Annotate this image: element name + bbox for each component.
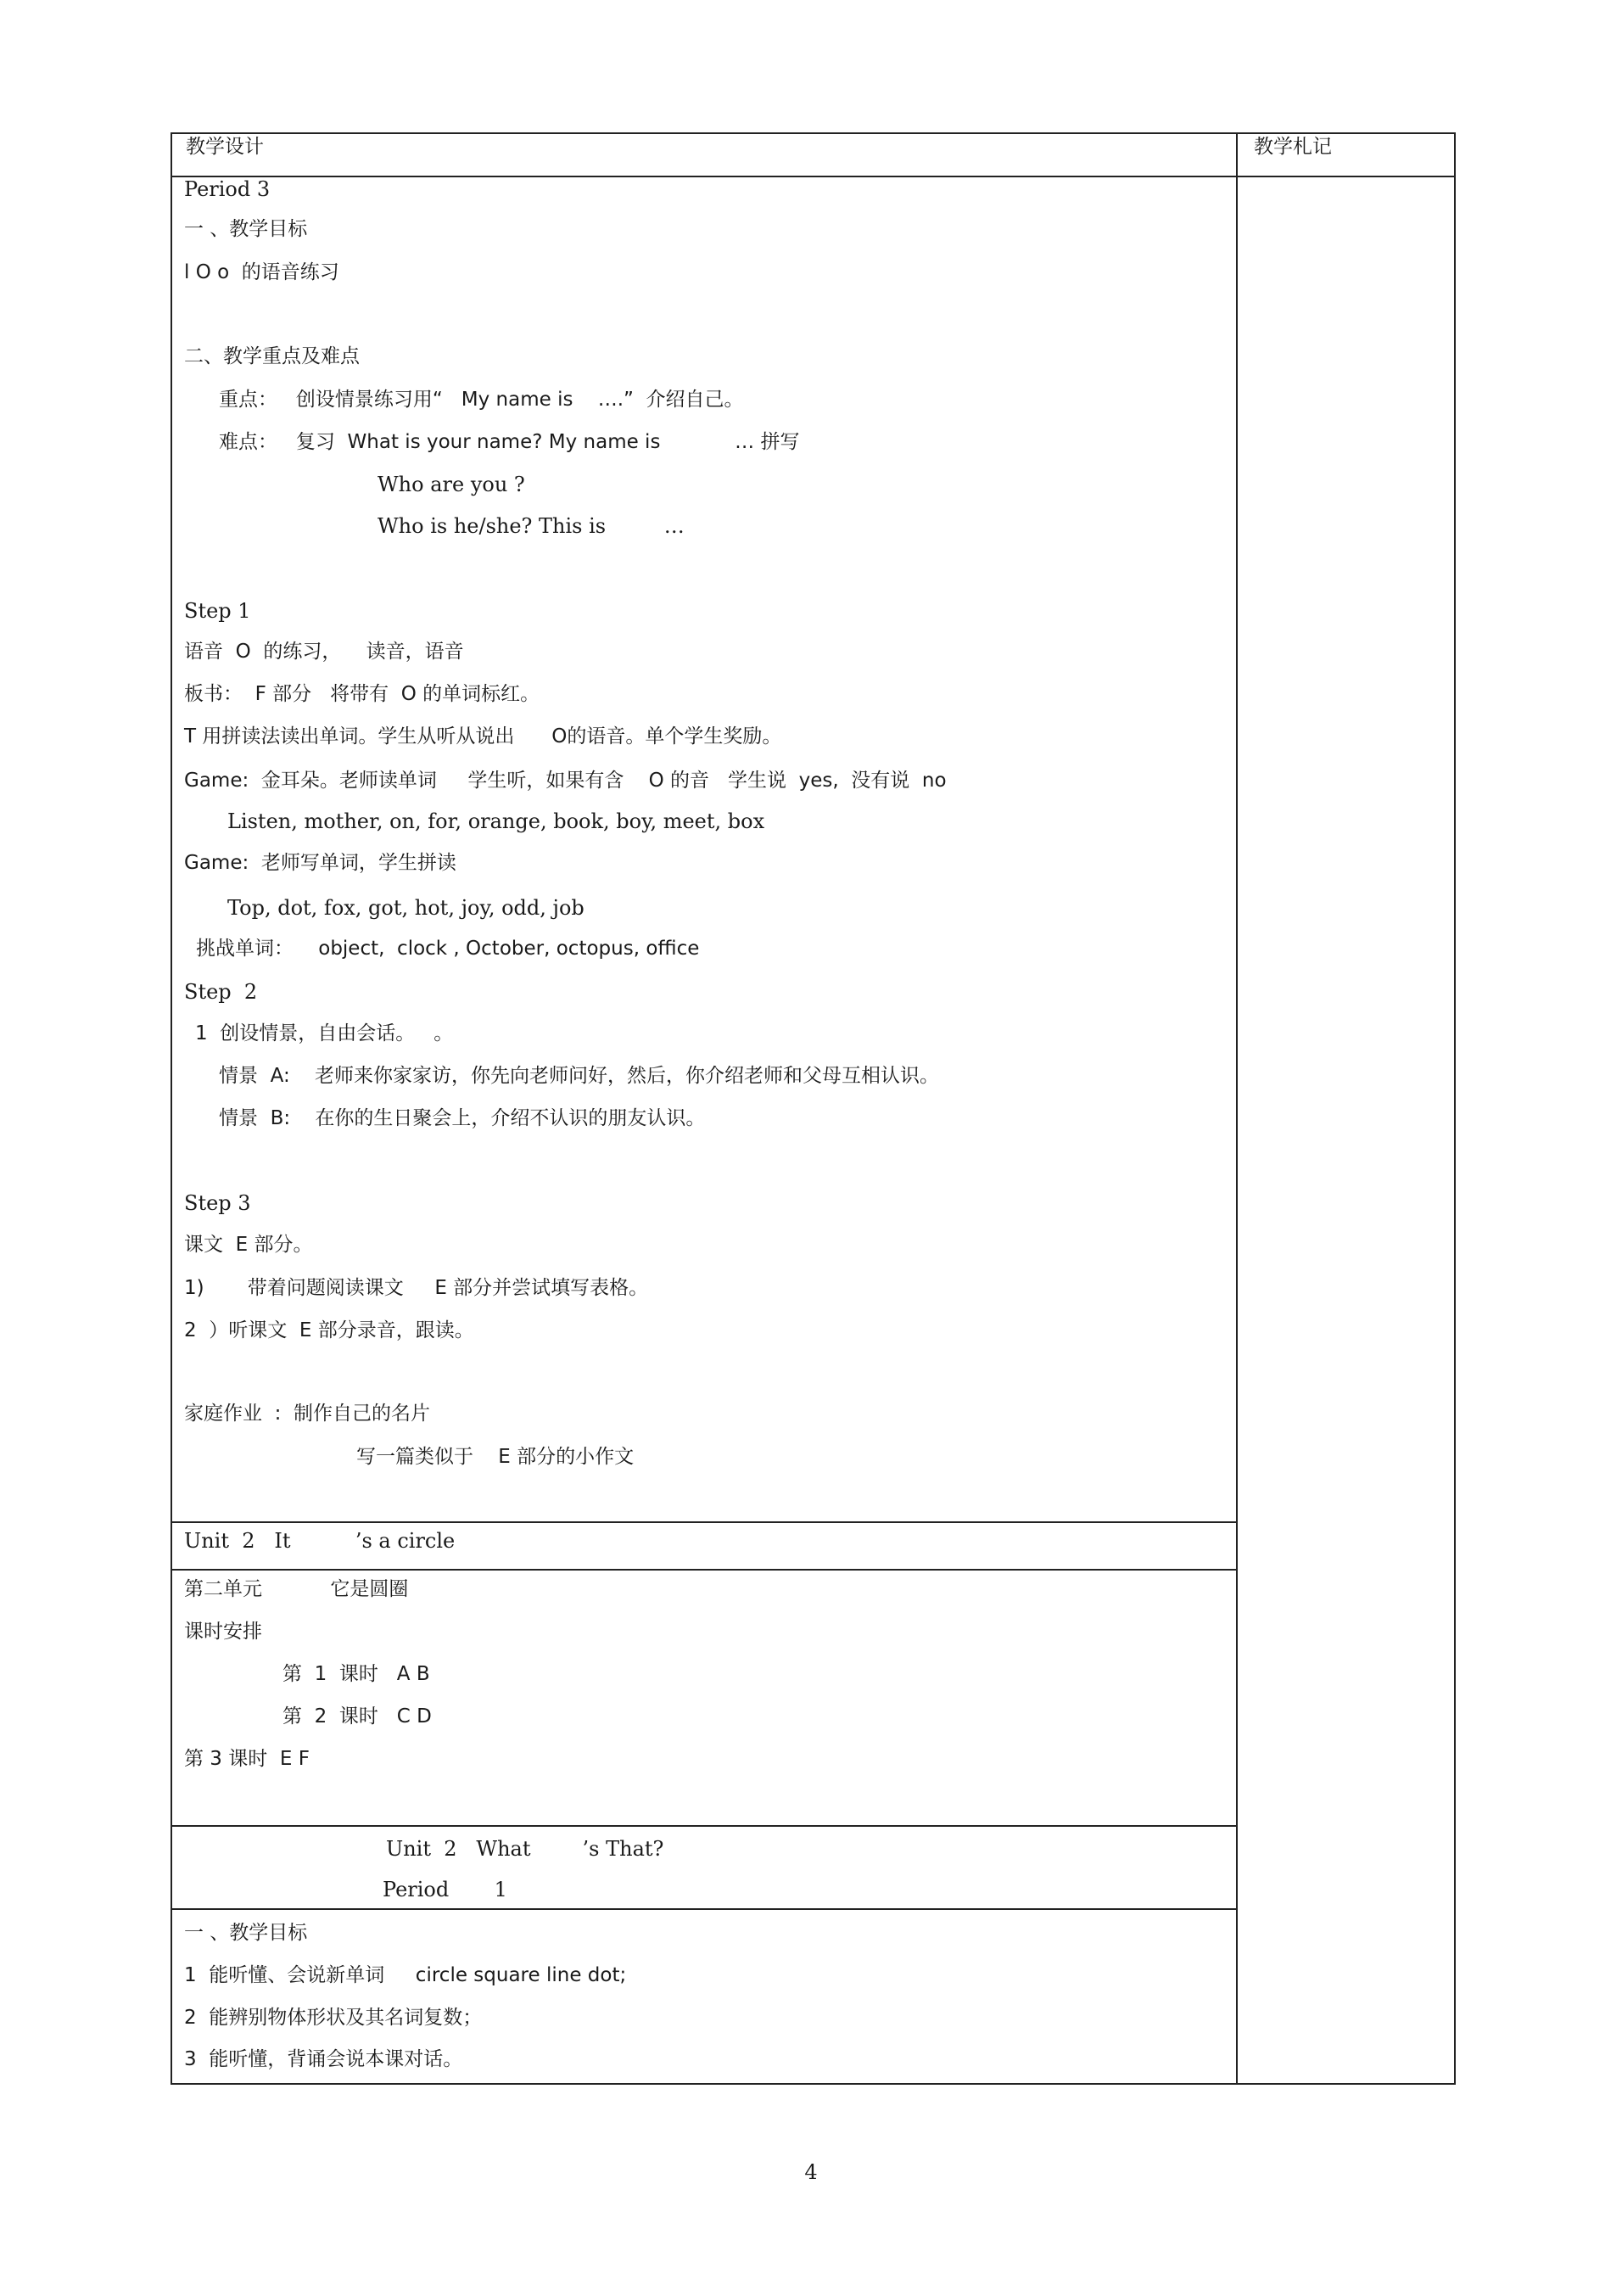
word-list: Listen, mother, on, for, orange, book, boy, meet, box	[227, 809, 765, 833]
unit-schedule-line: 课时安排	[184, 1621, 262, 1643]
goal-item: 2 能辨别物体形状及其名词复数；	[184, 2007, 483, 2029]
goal-item: 1 能听懂、会说新单词 circle square line dot;	[184, 1964, 627, 1986]
step-title: Step 3	[184, 1191, 251, 1215]
header-row-divider	[171, 176, 1456, 177]
challenge-words: 挑战单词： object, clock , October, octopus, office	[196, 938, 700, 960]
step-line: 1 创设情景，自由会话。 。	[195, 1022, 454, 1044]
step-line: 1) 带着问题阅读课文 E 部分并尝试填写表格。	[184, 1277, 649, 1299]
step-title: Step 1	[184, 599, 251, 623]
step-line: 课文 E 部分。	[184, 1234, 313, 1256]
page-number: 4	[804, 2160, 818, 2184]
unit-schedule-line: 第 1 课时 A B	[282, 1663, 430, 1685]
section-divider	[171, 1908, 1237, 1910]
difficult-sentence: Who is he/she? This is …	[378, 514, 685, 538]
key-heading: 二、教学重点及难点	[184, 345, 360, 367]
section-divider	[171, 1521, 1237, 1523]
step-title: Step 2	[184, 980, 258, 1004]
unit-schedule-line: 第 3 课时 E F	[184, 1748, 310, 1770]
step-line: Game: 老师写单词，学生拼读	[184, 852, 456, 874]
step-line: Game: 金耳朵。老师读单词 学生听，如果有含 O 的音 学生说 yes, 没有说 no	[184, 770, 947, 792]
period-title: Period 3	[184, 177, 271, 201]
unit-schedule-line: 第二单元 它是圆圈	[184, 1578, 409, 1600]
section-divider	[171, 1825, 1237, 1827]
step-line: 语音 O 的练习， 读音，语音	[184, 641, 464, 663]
goal-heading: 一 、教学目标	[184, 218, 308, 240]
header-teaching-notes: 教学札记	[1254, 136, 1332, 158]
difficult-sentence: Who are you ?	[378, 473, 525, 496]
goal-item: 3 能听懂，背诵会说本课对话。	[184, 2048, 463, 2070]
unit-title: Unit 2 It ’s a circle	[184, 1529, 456, 1553]
unit-schedule-line: 第 2 课时 C D	[282, 1705, 432, 1728]
unit-period-heading: Period 1	[383, 1878, 507, 1901]
scenario-b: 情景 B: 在你的生日聚会上，介绍不认识的朋友认识。	[219, 1107, 706, 1129]
step-line: T 用拼读法读出单词。学生从听从说出 O的语音。单个学生奖励。	[184, 725, 782, 748]
column-divider	[1236, 132, 1238, 2085]
difficult-point: 难点： 复习 What is your name? My name is … 拼写	[219, 431, 800, 453]
step-line: 2 ）听课文 E 部分录音，跟读。	[184, 1319, 474, 1341]
header-teaching-design: 教学设计	[186, 136, 264, 158]
goal-item: l O o 的语音练习	[184, 261, 339, 283]
scenario-a: 情景 A: 老师来你家家访，你先向老师问好，然后，你介绍老师和父母互相认识。	[219, 1065, 939, 1087]
section-divider	[171, 1569, 1237, 1571]
unit-period-heading: Unit 2 What ’s That?	[386, 1837, 664, 1861]
step-line: 板书： F 部分 将带有 O 的单词标红。	[184, 683, 540, 705]
homework: 家庭作业 : 制作自己的名片	[184, 1403, 430, 1425]
key-point: 重点： 创设情景练习用“ My name is ….” 介绍自己。	[219, 389, 744, 411]
word-list: Top, dot, fox, got, hot, joy, odd, job	[227, 896, 584, 920]
goal-heading: 一 、教学目标	[184, 1922, 308, 1944]
homework: 写一篇类似于 E 部分的小作文	[356, 1446, 635, 1468]
